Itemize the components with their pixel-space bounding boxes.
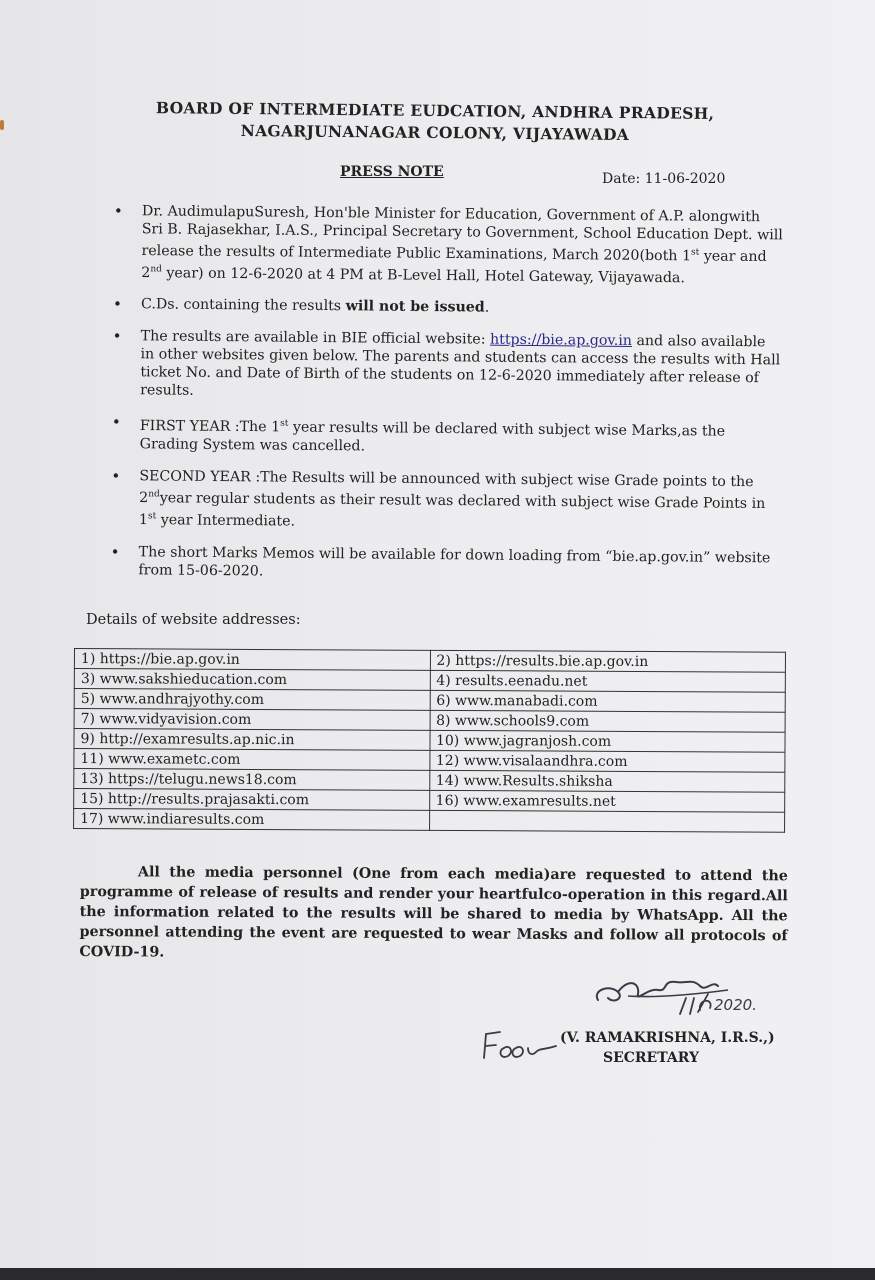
website-cell: 1) https://bie.ap.gov.in — [74, 649, 430, 671]
secretary-name: (V. RAMAKRISHNA, I.R.S.,) — [560, 1030, 775, 1046]
table-row — [74, 809, 785, 833]
website-cell: 11) www.exametc.com — [74, 749, 430, 771]
empty-cell — [429, 810, 785, 832]
bullet-item-release-info: • Dr. AudimulapuSuresh, Hon'ble Minister for Education, Government of A.P. alongwith Sri B. Rajasekhar, I.A.S., Principal Secretary to Government, School Education Dept. will release the results of Intermediate Public Examinations, March 2020(both 1st year and 2nd year) on 12-6-2020 at 4 PM at B-Level Hall, Hotel Gateway, Vijayawada. — [111, 202, 784, 288]
website-cell: 17) www.indiaresults.com — [74, 809, 430, 831]
website-cell: 9) http://examresults.ap.nic.in — [74, 729, 430, 751]
bullet-list — [108, 202, 784, 599]
website-cell: 3) www.sakshieducation.com — [74, 669, 430, 691]
website-cell: 4) results.eenadu.net — [430, 670, 786, 692]
bullet-item-cds — [111, 295, 783, 319]
header-line-1: BOARD OF INTERMEDIATE EUDCATION, ANDHRA PRADESH, — [155, 98, 715, 123]
edge-mark — [0, 120, 4, 130]
website-cell: 15) http://results.prajasakti.com — [74, 789, 430, 811]
press-note-title: PRESS NOTE — [340, 164, 444, 180]
bie-website-link[interactable]: https://bie.ap.gov.in — [489, 332, 633, 350]
cds-text-end: . — [484, 300, 490, 317]
cds-bold-text: will not be issued — [345, 298, 485, 317]
for-scrawl — [484, 1032, 556, 1058]
bullet-item-second-year: • SECOND YEAR :The Results will be announced with subject wise Grade points to the 2ndyear regular students as their result was declared with subject wise Grade Points in 1st year Intermediate. — [109, 467, 782, 535]
signature-date-text: 2020. — [714, 996, 757, 1014]
bottom-edge — [0, 1268, 875, 1280]
cds-text: C.Ds. containing the results — [140, 296, 346, 315]
website-cell: 6) www.manabadi.com — [430, 690, 786, 712]
closing-paragraph: All the media personnel (One from each media)are requested to attend the programme of release of results and render your heartfulco-operation in this regard.All the information related to the results will be shared to media by WhatsApp. All the personnel attending the event are requested to wear Masks and follow all protocols of COVID-19. — [79, 864, 788, 961]
website-table — [73, 648, 786, 833]
website-cell: 10) www.jagranjosh.com — [429, 730, 785, 752]
website-cell: 5) www.andhrajyothy.com — [74, 689, 430, 711]
signature-scrawl — [597, 982, 718, 1001]
bullet-item-website — [110, 327, 783, 405]
press-note-date: Date: 11-06-2020 — [602, 171, 726, 187]
website-cell: 8) www.schools9.com — [430, 710, 786, 732]
website-cell: 13) https://telugu.news18.com — [74, 769, 430, 791]
handwritten-for-prefix — [478, 1026, 558, 1066]
website-text-end: and also available in other websites given below. The parents and students can access the results with Hall ticket No. and Date of Birth of the students on 12-6-2020 immediately after release of results. — [140, 333, 781, 400]
document-header — [150, 97, 720, 147]
header-line-2: NAGARJUNANAGAR COLONY, VIJAYAWADA — [240, 120, 630, 145]
website-cell: 2) https://results.bie.ap.gov.in — [430, 650, 786, 672]
website-text: The results are available in BIE official website: — [140, 328, 491, 349]
website-details-label: Details of website addresses: — [86, 612, 301, 628]
bullet-item-marks-memos: • The short Marks Memos will be available for down loading from “bie.ap.gov.in” website from 15-06-2020. — [108, 543, 780, 585]
signature-date-digits — [680, 994, 711, 1014]
handwritten-signature — [588, 968, 818, 1028]
website-cell: 14) www.Results.shiksha — [429, 770, 785, 792]
secretary-title: SECRETARY — [603, 1050, 699, 1066]
website-cell: 7) www.vidyavision.com — [74, 709, 430, 731]
website-cell: 16) www.examresults.net — [429, 790, 785, 812]
website-cell: 12) www.visalaandhra.com — [429, 750, 785, 772]
bullet-item-first-year: • FIRST YEAR :The 1st year results will be declared with subject wise Marks,as the Grading System was cancelled. — [110, 413, 782, 459]
